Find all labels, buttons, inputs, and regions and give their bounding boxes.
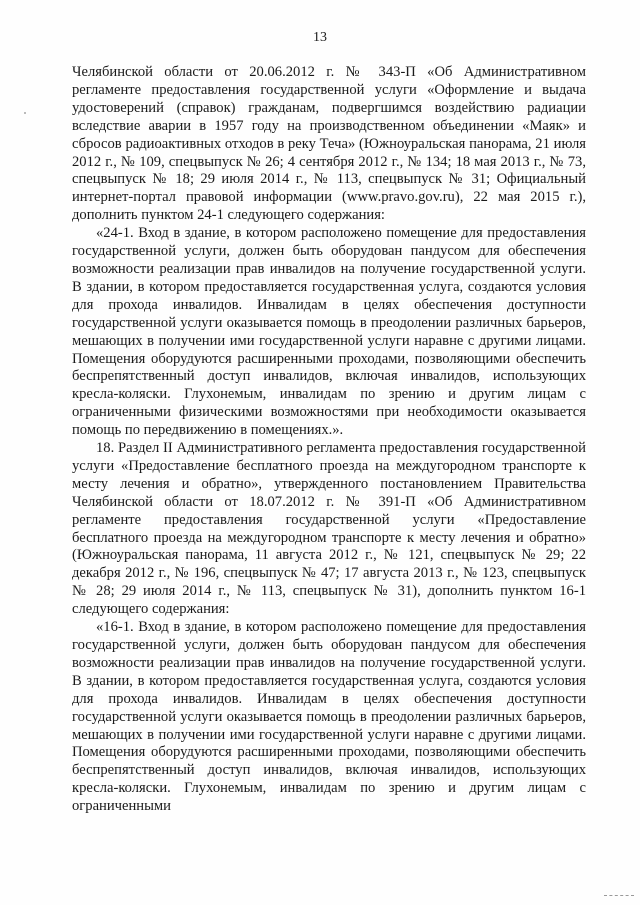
paragraph-clause-16-1: «16-1. Вход в здание, в котором расположено помещение для предоставления государственной услуги, должен быть оборудован пандусом для обеспечения возможности реализации прав инвалидов на получение государственной услуги. В здании, в котором предоставляется государственная услуга, создаются условия для прохода инвалидов. Инвалидам в целях обеспечения доступности государственной услуги оказывается помощь в преодолении различных барьеров, мешающих в получении ими государственной услуги наравне с другими лицами. Помещения оборудуются расширенными проходами, позволяющими обеспечить беспрепятственный доступ инвалидов, включая инвалидов, использующих кресла-коляски. Глухонемым, инвалидам по зрению и другим лицам с ограниченными (72, 619, 586, 815)
document-body (72, 64, 586, 816)
scan-artifact (24, 112, 26, 114)
paragraph-clause-24-1: «24-1. Вход в здание, в котором расположено помещение для предоставления государственной услуги, должен быть оборудован пандусом для обеспечения возможности реализации прав инвалидов на получение государственной услуги. В здании, в котором предоставляется государственная услуга, создаются условия для прохода инвалидов. Инвалидам в целях обеспечения доступности государственной услуги оказывается помощь в преодолении различных барьеров, мешающих в получении ими государственной услуги наравне с другими лицами. Помещения оборудуются расширенными проходами, позволяющими обеспечить беспрепятственный доступ инвалидов, включая инвалидов, использующих кресла-коляски. Глухонемым, инвалидам по зрению и другим лицам с ограниченными физическими возможностями при необходимости оказывается помощь по передвижению в помещениях.». (72, 225, 586, 439)
page-number: 13 (313, 30, 327, 45)
paragraph-item-18: 18. Раздел II Административного регламента предоставления государственной услуги «Предоставление бесплатного проезда на междугородном транспорте к месту лечения и обратно», утвержденного постановлением Правительства Челябинской области от 18.07.2012 г. № 391-П «Об Административном регламенте предоставления государственной услуги «Предоставление бесплатного проезда на междугородном транспорте к месту лечения и обратно» (Южноуральская панорама, 11 августа 2012 г., № 121, спецвыпуск № 29; 22 декабря 2012 г., № 196, спецвыпуск № 47; 17 августа 2013 г., № 123, спецвыпуск № 28; 29 июля 2014 г., № 113, спецвыпуск № 31), дополнить пунктом 16-1 следующего содержания: (72, 440, 586, 618)
paragraph-continuation: Челябинской области от 20.06.2012 г. № 343-П «Об Административном регламенте предоставления государственной услуги «Оформление и выдача удостоверений (справок) гражданам, подвергшимся воздействию радиации вследствие аварии в 1957 году на производственном объединении «Маяк» и сбросов радиоактивных отходов в реку Теча» (Южноуральская панорама, 21 июля 2012 г., № 109, спецвыпуск № 26; 4 сентября 2012 г., № 134; 18 мая 2013 г., № 73, спецвыпуск № 18; 29 июля 2014 г., № 113, спецвыпуск № 31; Официальный интернет-портал правовой информации (www.pravo.gov.ru), 22 мая 2015 г.), дополнить пунктом 24-1 следующего содержания: (72, 64, 586, 224)
scan-edge-mark (604, 895, 634, 897)
